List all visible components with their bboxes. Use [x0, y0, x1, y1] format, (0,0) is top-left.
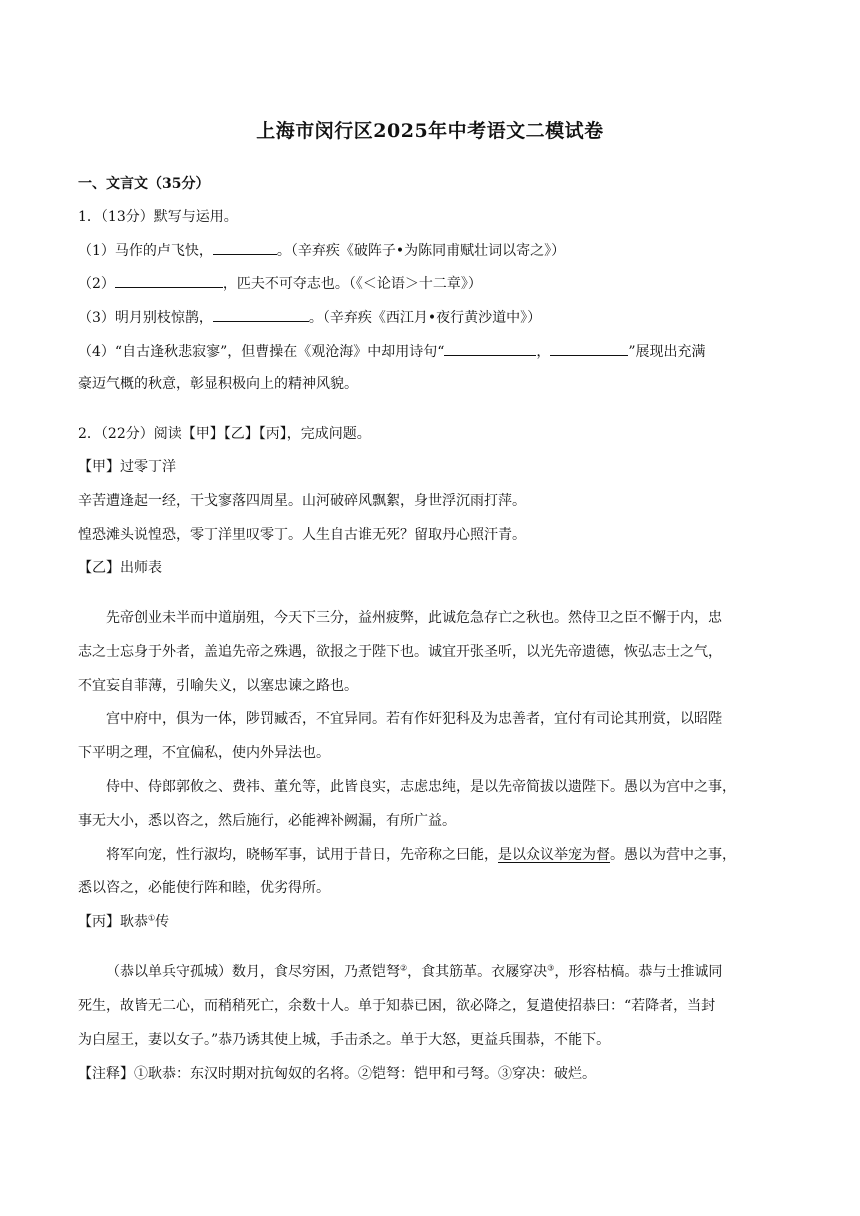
title-text: 传 [155, 914, 170, 930]
page-title: 上海市闵行区2025年中考语文二模试卷 [256, 120, 604, 142]
question-1-item-3 [78, 307, 541, 328]
passage-text: 将军向宠，性行淑均，晓畅军事，试用于昔日，先帝称之曰能， [106, 847, 498, 863]
question-1-item-2 [78, 273, 482, 294]
passage-jia-line: 惶恐滩头说惶恐，零丁洋里叹零丁。人生自古谁无死？留取丹心照汗青。 [78, 527, 526, 543]
passage-yi-line: 下平明之理，不宜偏私，使内外异法也。 [78, 745, 330, 761]
question-2-intro: 2．（22分）阅读【甲】【乙】【丙】，完成问题。 [78, 426, 371, 442]
answer-blank[interactable] [213, 307, 309, 322]
item-3-suffix: 。（辛弃疾《西江月•夜行黄沙道中》） [308, 310, 542, 326]
passage-yi-line: 不宜妄自菲薄，引喻失义，以塞忠谏之路也。 [78, 678, 358, 694]
item-2-prefix: （2） [78, 276, 115, 292]
passage-text: ，形容枯槁。恭与士推诚同 [554, 964, 723, 980]
item-1-prefix: （1）马作的卢飞快， [78, 243, 213, 259]
item-2-suffix: ，匹夫不可夺志也。（《＜论语＞十二章》） [222, 276, 482, 292]
passage-yi-title: 【乙】出师表 [78, 560, 162, 576]
passage-yi-line [106, 845, 736, 865]
passage-yi-line: 事无大小，悉以咨之，然后施行，必能裨补阙漏，有所广益。 [78, 813, 456, 829]
passage-yi-line: 宫中府中，俱为一体，陟罚臧否，不宜异同。若有作奸犯科及为忠善者，宜付有司论其刑赏，以昭陛 [106, 711, 722, 727]
passage-bing-line [106, 962, 722, 982]
passage-yi-line: 悉以咨之，必能使行阵和睦，优劣得所。 [78, 880, 330, 896]
item-4-separator: ， [536, 344, 551, 360]
passage-bing-line: 为白屋王，妻以女子。”恭乃诱其使上城，手击杀之。单于大怒，更益兵围恭，不能下。 [78, 1032, 611, 1048]
footnote-marker: ① [148, 913, 156, 923]
passage-text: ，食其筋革。衣屦穿决 [407, 964, 548, 980]
footnote-marker: ② [400, 963, 408, 973]
answer-blank[interactable] [550, 341, 628, 356]
passage-text: （恭以单兵守孤城）数月，食尽穷困，乃煮铠弩 [106, 964, 400, 980]
passage-text: 。愚以为营中之事， [610, 847, 736, 863]
passage-jia-title: 【甲】过零丁洋 [78, 459, 176, 475]
passage-bing-title [78, 912, 169, 932]
footnotes: 【注释】①耿恭：东汉时期对抗匈奴的名将。②铠弩：铠甲和弓弩。③穿决：破烂。 [78, 1066, 596, 1082]
question-1-intro: 1．（13分）默写与运用。 [78, 209, 238, 225]
item-4-suffix: ”展现出充满 [628, 344, 706, 360]
passage-jia-line: 辛苦遭逢起一经，干戈寥落四周星。山河破碎风飘絮，身世浮沉雨打萍。 [78, 493, 526, 509]
answer-blank[interactable] [444, 341, 536, 356]
passage-bing-line: 死生，故皆无二心，而稍稍死亡，余数十人。单于知恭已困，欲必降之，复遣使招恭曰：“若降者，当封 [78, 998, 716, 1014]
item-1-suffix: 。（辛弃疾《破阵子•为陈同甫赋壮词以寄之》） [276, 243, 566, 259]
question-1-item-1 [78, 240, 565, 261]
footnote-marker: ③ [547, 963, 555, 973]
question-1-item-4 [78, 341, 706, 362]
question-1-item-4-continued: 豪迈气概的秋意，彰显积极向上的精神风貌。 [78, 376, 358, 392]
item-4-prefix: （4）“自古逢秋悲寂寥”，但曹操在《观沧海》中却用诗句“ [78, 344, 445, 360]
answer-blank[interactable] [115, 273, 223, 288]
underlined-sentence: 是以众议举宠为督 [498, 847, 610, 863]
passage-yi-line: 志之士忘身于外者，盖追先帝之殊遇，欲报之于陛下也。诚宜开张圣听，以光先帝遗德，恢弘志士之气， [78, 644, 722, 660]
section-heading: 一、文言文（35分） [78, 176, 210, 192]
passage-yi-line: 先帝创业未半而中道崩殂，今天下三分，益州疲弊，此诚危急存亡之秋也。然侍卫之臣不懈于内，忠 [106, 610, 722, 626]
passage-yi-line: 侍中、侍郎郭攸之、费祎、董允等，此皆良实，志虑忠纯，是以先帝简拔以遗陛下。愚以为宫中之事， [106, 779, 736, 795]
item-3-prefix: （3）明月别枝惊鹊， [78, 310, 213, 326]
answer-blank[interactable] [213, 240, 277, 255]
title-text: 【丙】耿恭 [78, 914, 148, 930]
